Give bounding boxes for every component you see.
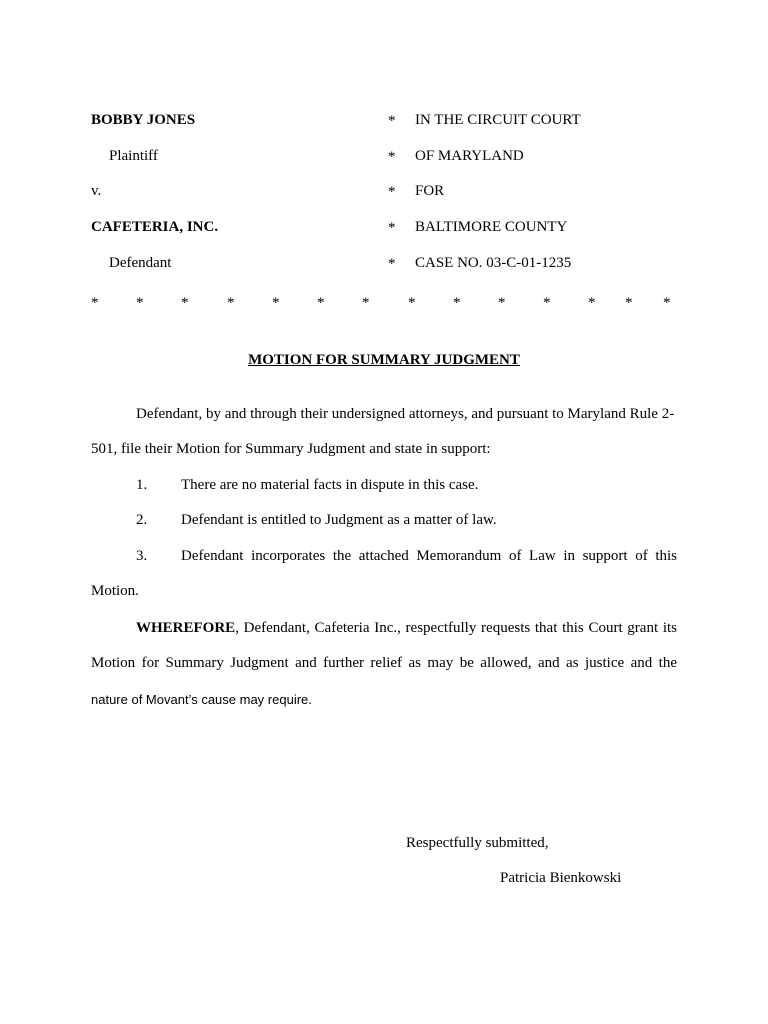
wherefore-lead: WHEREFORE: [136, 620, 236, 636]
divider-star: *: [136, 295, 144, 311]
court-line: IN THE CIRCUIT COURT: [415, 112, 581, 128]
plaintiff-name: BOBBY JONES: [91, 112, 196, 128]
intro-line: 501, file their Motion for Summary Judgment and state in support:: [91, 441, 491, 457]
caption-star: *: [388, 113, 396, 129]
defendant-role: Defendant: [109, 255, 172, 271]
divider-star: *: [588, 295, 596, 311]
closing-line: Respectfully submitted,: [406, 835, 549, 851]
item-number: 2.: [136, 512, 148, 528]
item-number: 3.: [136, 548, 148, 564]
divider-star: *: [227, 295, 235, 311]
item-continuation: Motion.: [91, 583, 139, 599]
plaintiff-role: Plaintiff: [109, 148, 158, 164]
divider-star: *: [362, 295, 370, 311]
divider-star: *: [663, 295, 671, 311]
caption-star: *: [388, 149, 396, 165]
divider-star: *: [453, 295, 461, 311]
wherefore-line: [136, 621, 677, 636]
document-title: MOTION FOR SUMMARY JUDGMENT: [248, 352, 520, 368]
divider-star: *: [408, 295, 416, 311]
court-line: OF MARYLAND: [415, 148, 524, 164]
item-text: Defendant is entitled to Judgment as a matter of law.: [181, 512, 497, 528]
defendant-name: CAFETERIA, INC.: [91, 219, 219, 235]
star-divider: [0, 296, 768, 312]
caption-star: *: [388, 184, 396, 200]
versus-label: v.: [91, 183, 102, 199]
court-line: BALTIMORE COUNTY: [415, 219, 568, 235]
wherefore-text: , Defendant, Cafeteria Inc., respectfully requests that this Court grant its: [235, 620, 677, 636]
wherefore-line: Motion for Summary Judgment and further relief as may be allowed, and as justice and the: [91, 655, 677, 671]
divider-star: *: [181, 295, 189, 311]
divider-star: *: [498, 295, 506, 311]
case-number: CASE NO. 03-C-01-1235: [415, 255, 572, 271]
divider-star: *: [272, 295, 280, 311]
divider-star: *: [317, 295, 325, 311]
divider-star: *: [625, 295, 633, 311]
item-text: Defendant incorporates the attached Memorandum of Law in support of this: [181, 548, 677, 564]
signatory-name: Patricia Bienkowski: [500, 870, 622, 886]
caption-star: *: [388, 220, 396, 236]
wherefore-line: nature of Movant’s cause may require.: [91, 692, 312, 707]
divider-star: *: [91, 295, 99, 311]
court-line: FOR: [415, 183, 445, 199]
item-text: There are no material facts in dispute in this case.: [181, 477, 479, 493]
divider-star: *: [543, 295, 551, 311]
caption-star: *: [388, 256, 396, 272]
intro-line: Defendant, by and through their undersigned attorneys, and pursuant to Maryland Rule 2-: [136, 406, 675, 422]
item-number: 1.: [136, 477, 148, 493]
